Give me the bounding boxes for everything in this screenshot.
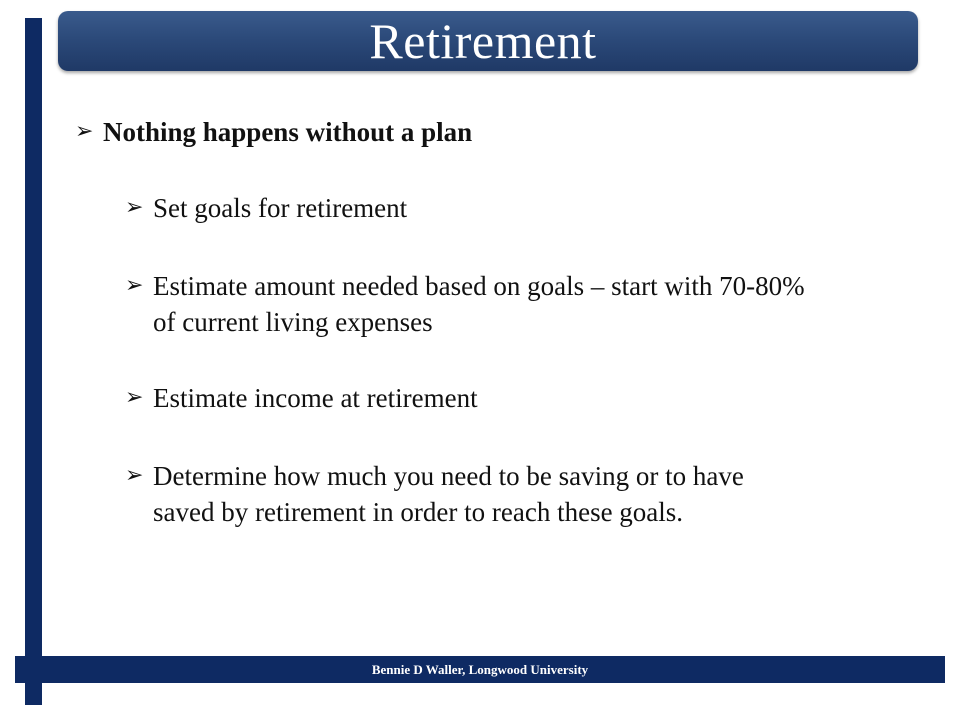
- footer-bar: [15, 656, 945, 683]
- arrow-bullet-icon: ➢: [125, 385, 144, 410]
- footer-credit: Bennie D Waller, Longwood University: [371, 661, 589, 677]
- sub-bullet-text: Set goals for retirement: [153, 193, 408, 223]
- sub-bullet-text-cont: saved by retirement in order to reach these goals.: [153, 497, 684, 527]
- arrow-bullet-icon: ➢: [75, 119, 94, 144]
- sub-bullet-text-cont: of current living expenses: [153, 307, 433, 337]
- slide-title: Retirement: [369, 13, 597, 69]
- sub-bullet-text: Estimate income at retirement: [153, 383, 478, 413]
- main-bullet: [75, 114, 935, 150]
- sub-bullet-text: Estimate amount needed based on goals – start with 70-80%: [153, 271, 805, 301]
- main-bullet-text: Nothing happens without a plan: [103, 117, 473, 147]
- sub-bullet-2: [125, 268, 935, 340]
- sub-bullet-3: [125, 380, 935, 416]
- sub-bullet-text: Determine how much you need to be saving or to have: [153, 461, 744, 491]
- title-banner: [58, 11, 918, 71]
- arrow-bullet-icon: ➢: [125, 463, 144, 488]
- sub-bullet-4: [125, 458, 935, 530]
- arrow-bullet-icon: ➢: [125, 273, 144, 298]
- arrow-bullet-icon: ➢: [125, 195, 144, 220]
- sub-bullet-1: [125, 190, 935, 226]
- left-accent-bar: [25, 18, 42, 705]
